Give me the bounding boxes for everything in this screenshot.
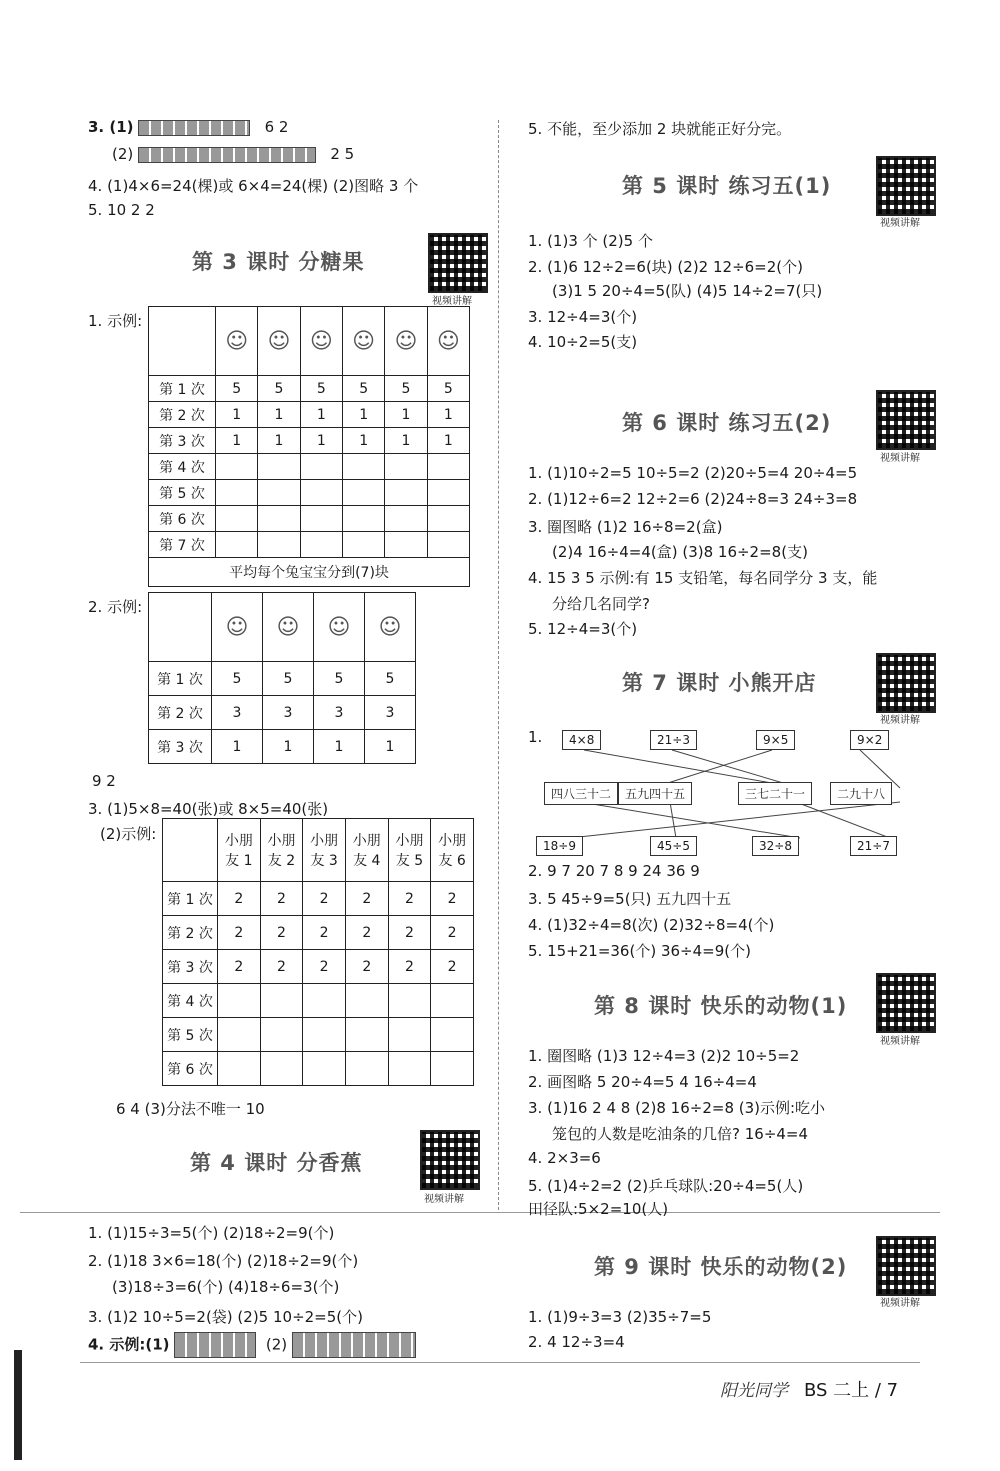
table-cell: 5 (216, 376, 258, 402)
table-cell (342, 532, 384, 558)
table-cell: 3 (212, 696, 263, 730)
qr-label: 视频讲解 (432, 296, 472, 307)
table-cell (216, 532, 258, 558)
table-cell (388, 984, 431, 1018)
table-row (149, 532, 470, 558)
column-divider (498, 120, 499, 1210)
qr-label: 视频讲解 (880, 218, 920, 229)
question-1-label: 1. 示例: (88, 312, 143, 330)
l9-answer-1: 1. (1)9÷3=3 (2)35÷7=5 (528, 1308, 712, 1326)
l9-answer-2: 2. 4 12÷3=4 (528, 1333, 625, 1351)
table-cell (345, 1052, 388, 1086)
qr-label: 视频讲解 (424, 1194, 464, 1205)
friend-table (162, 818, 474, 1086)
table-row (163, 1018, 474, 1052)
lesson-9-title: 第 9 课时 快乐的动物(2) (594, 1255, 848, 1279)
l8-answer-5: 5. (1)4÷2=2 (2)乒乓球队:20÷4=5(人) (528, 1177, 804, 1195)
l7-answer-5: 5. 15+21=36(个) 36÷4=9(个) (528, 942, 751, 960)
coin-strip-image (138, 120, 250, 136)
table-header-row (149, 307, 470, 376)
l6-answer-3b: (2)4 16÷4=4(盒) (3)8 16÷2=8(支) (552, 543, 808, 561)
table-cell (218, 1018, 261, 1052)
table-cell (303, 984, 346, 1018)
l5-answer-4: 4. 10÷2=5(支) (528, 333, 638, 351)
table-cell: 2 (345, 950, 388, 984)
table-cell (342, 480, 384, 506)
header-cell: 小朋 友 2 (260, 819, 303, 882)
header-cell: 小朋 友 6 (431, 819, 474, 882)
lesson-8-title: 第 8 课时 快乐的动物(1) (594, 994, 848, 1018)
table-cell (300, 506, 342, 532)
table-row (149, 730, 416, 764)
table-header-row (163, 819, 474, 882)
row-label: 第 6 次 (149, 506, 216, 532)
row-label: 第 2 次 (149, 696, 212, 730)
l8-answer-3: 3. (1)16 2 4 8 (2)8 16÷2=8 (3)示例:吃小 (528, 1099, 826, 1117)
table-cell: 2 (431, 882, 474, 916)
lesson-4-title: 第 4 课时 分香蕉 (190, 1151, 363, 1175)
table-row (149, 454, 470, 480)
edge-mark (14, 1350, 22, 1460)
qr-code-icon[interactable] (876, 1236, 936, 1296)
table-cell (431, 984, 474, 1018)
table-cell: 2 (388, 916, 431, 950)
table-cell: 1 (212, 730, 263, 764)
row-label: 第 1 次 (163, 882, 218, 916)
header-cell: ☺ (216, 307, 258, 376)
question-3-answer: 6 4 (3)分法不唯一 10 (116, 1100, 265, 1118)
page-number: BS 二上 / 7 (804, 1380, 899, 1401)
lesson-3-title: 第 3 课时 分糖果 (192, 250, 365, 274)
l8-answer-4: 4. 2×3=6 (528, 1149, 601, 1167)
table-cell: 5 (212, 662, 263, 696)
match-box: 45÷5 (650, 836, 697, 856)
table-cell: 2 (431, 950, 474, 984)
answer-4: 4. (1)4×6=24(棵)或 6×4=24(棵) (2)图略 3 个 (88, 177, 419, 195)
table-cell: 5 (263, 662, 314, 696)
match-box: 4×8 (562, 730, 601, 750)
match-box: 18÷9 (536, 836, 583, 856)
table-cell (216, 480, 258, 506)
match-box: 9×5 (756, 730, 795, 750)
lesson4-answer-2b: (3)18÷3=6(个) (4)18÷6=3(个) (112, 1278, 340, 1296)
table-cell: 2 (388, 950, 431, 984)
match-box: 三七二十一 (738, 782, 812, 805)
banana-grid-image (292, 1332, 416, 1358)
table-cell (345, 984, 388, 1018)
table-cell: 3 (263, 696, 314, 730)
match-box: 21÷7 (850, 836, 897, 856)
qr-code-icon[interactable] (876, 653, 936, 713)
l7-answer-4: 4. (1)32÷4=8(次) (2)32÷8=4(个) (528, 916, 775, 934)
table-cell: 2 (303, 950, 346, 984)
table-cell (388, 1052, 431, 1086)
table-cell: 5 (385, 376, 427, 402)
qr-code-icon[interactable] (876, 390, 936, 450)
table-cell (303, 1018, 346, 1052)
table-cell (427, 506, 469, 532)
table-cell: 3 (365, 696, 416, 730)
table-cell (427, 454, 469, 480)
table-cell: 3 (314, 696, 365, 730)
table-cell: 2 (260, 950, 303, 984)
table-cell (300, 454, 342, 480)
match-box: 五九四十五 (618, 782, 692, 805)
table-cell (427, 480, 469, 506)
row-label: 第 2 次 (163, 916, 218, 950)
l6-answer-5: 5. 12÷4=3(个) (528, 620, 638, 638)
row-label: 第 5 次 (149, 480, 216, 506)
table-row (149, 428, 470, 454)
match-box: 二九十八 (830, 782, 892, 805)
table-cell: 5 (365, 662, 416, 696)
table-cell: 2 (260, 882, 303, 916)
header-cell: 小朋 友 3 (303, 819, 346, 882)
row-label: 第 1 次 (149, 662, 212, 696)
table-cell (258, 506, 300, 532)
table-cell: 1 (385, 402, 427, 428)
header-cell: ☺ (300, 307, 342, 376)
table-cell (385, 480, 427, 506)
table-cell (342, 454, 384, 480)
header-cell: ☺ (212, 593, 263, 662)
table-cell (216, 454, 258, 480)
table-cell: 1 (314, 730, 365, 764)
candy-table (148, 306, 470, 587)
table-cell: 2 (218, 882, 261, 916)
table-row (149, 376, 470, 402)
table-cell: 5 (258, 376, 300, 402)
share-table (148, 592, 416, 764)
table-cell (427, 532, 469, 558)
table-cell: 1 (258, 402, 300, 428)
l8-answer-3b: 笼包的人数是吃油条的几倍? 16÷4=4 (552, 1125, 809, 1143)
table-cell: 2 (260, 916, 303, 950)
question-2-label: 2. 示例: (88, 598, 143, 616)
l5-answer-2: 2. (1)6 12÷2=6(块) (2)2 12÷6=2(个) (528, 258, 803, 276)
l5-answer-2b: (3)1 5 20÷4=5(队) (4)5 14÷2=7(只) (552, 282, 823, 300)
table-cell: 1 (263, 730, 314, 764)
table-header-row (149, 593, 416, 662)
question-2-answer: 9 2 (92, 772, 116, 790)
table-cell (385, 454, 427, 480)
match-box: 21÷3 (650, 730, 697, 750)
table-cell (218, 984, 261, 1018)
table-cell: 1 (216, 402, 258, 428)
table-row (149, 506, 470, 532)
match-box: 四八三十二 (544, 782, 618, 805)
candy-strip-image (138, 147, 316, 163)
row-label: 第 3 次 (149, 730, 212, 764)
table-cell: 1 (300, 402, 342, 428)
table-cell: 5 (427, 376, 469, 402)
table-cell: 2 (303, 916, 346, 950)
l5-answer-1: 1. (1)3 个 (2)5 个 (528, 232, 653, 250)
row-label: 第 6 次 (163, 1052, 218, 1086)
lesson4-answer-1: 1. (1)15÷3=5(个) (2)18÷2=9(个) (88, 1224, 335, 1242)
l6-answer-1: 1. (1)10÷2=5 10÷5=2 (2)20÷5=4 20÷4=5 (528, 464, 858, 482)
table-cell: 1 (258, 428, 300, 454)
table-row (163, 882, 474, 916)
row-label: 第 2 次 (149, 402, 216, 428)
table-cell (385, 506, 427, 532)
header-cell: ☺ (427, 307, 469, 376)
l7-answer-2: 2. 9 7 20 7 8 9 24 36 9 (528, 862, 700, 880)
question-3-2-label: (2)示例: (100, 825, 157, 843)
brand-logo: 阳光同学 (720, 1381, 788, 1401)
table-cell (388, 1018, 431, 1052)
header-cell: 小朋 友 4 (345, 819, 388, 882)
table-cell: 1 (300, 428, 342, 454)
separator-line (20, 1212, 940, 1213)
header-cell: ☺ (258, 307, 300, 376)
table-cell (385, 532, 427, 558)
table-row (163, 984, 474, 1018)
table-cell (258, 454, 300, 480)
lesson-6-title: 第 6 课时 练习五(2) (622, 411, 832, 435)
qr-code-icon[interactable] (876, 156, 936, 216)
answer-5: 5. 10 2 2 (88, 201, 155, 219)
header-cell: ☺ (365, 593, 416, 662)
question-3-1: 3. (1)5×8=40(张)或 8×5=40(张) (88, 800, 329, 818)
table-cell: 1 (342, 428, 384, 454)
row-label: 第 3 次 (149, 428, 216, 454)
qr-code-icon[interactable] (420, 1130, 480, 1190)
header-cell: 小朋 友 5 (388, 819, 431, 882)
table-row (149, 480, 470, 506)
table-row (149, 662, 416, 696)
l6-answer-4b: 分给几名同学? (552, 595, 650, 613)
qr-code-icon[interactable] (428, 233, 488, 293)
table-footer: 平均每个兔宝宝分到(7)块 (149, 558, 470, 587)
qr-code-icon[interactable] (876, 973, 936, 1033)
l7-answer-3: 3. 5 45÷9=5(只) 五九四十五 (528, 890, 732, 908)
banana-image (174, 1332, 256, 1358)
l7-answer-1-label: 1. (528, 728, 543, 746)
table-cell (431, 1018, 474, 1052)
row-label: 第 5 次 (163, 1018, 218, 1052)
qr-label: 视频讲解 (880, 715, 920, 726)
l6-answer-2: 2. (1)12÷6=2 12÷2=6 (2)24÷8=3 24÷3=8 (528, 490, 858, 508)
header-cell: ☺ (314, 593, 365, 662)
table-cell: 2 (218, 916, 261, 950)
match-box: 32÷8 (752, 836, 799, 856)
table-cell: 1 (342, 402, 384, 428)
table-cell: 1 (427, 428, 469, 454)
table-cell (300, 532, 342, 558)
table-cell: 5 (314, 662, 365, 696)
table-cell: 2 (303, 882, 346, 916)
answer-5: 5. 不能，至少添加 2 块就能正好分完。 (528, 120, 792, 138)
match-box: 9×2 (850, 730, 889, 750)
answer-3-1: 3. (1) 6 2 (88, 118, 289, 136)
table-cell: 1 (216, 428, 258, 454)
table-cell (216, 506, 258, 532)
l5-answer-3: 3. 12÷4=3(个) (528, 308, 638, 326)
l6-answer-4: 4. 15 3 5 示例:有 15 支铅笔，每名同学分 3 支，能 (528, 569, 878, 587)
table-cell (303, 1052, 346, 1086)
row-label: 第 4 次 (163, 984, 218, 1018)
table-row (163, 1052, 474, 1086)
table-cell (431, 1052, 474, 1086)
lesson4-answer-2: 2. (1)18 3×6=18(个) (2)18÷2=9(个) (88, 1252, 359, 1270)
table-cell (258, 480, 300, 506)
row-label: 第 1 次 (149, 376, 216, 402)
bottom-line (80, 1362, 920, 1363)
table-cell: 2 (345, 882, 388, 916)
table-cell: 5 (300, 376, 342, 402)
table-cell: 1 (365, 730, 416, 764)
table-row (163, 916, 474, 950)
row-label: 第 4 次 (149, 454, 216, 480)
row-label: 第 3 次 (163, 950, 218, 984)
table-cell (258, 532, 300, 558)
lesson-5-title: 第 5 课时 练习五(1) (622, 174, 832, 198)
table-cell: 1 (385, 428, 427, 454)
l6-answer-3: 3. 圈图略 (1)2 16÷8=2(盒) (528, 518, 723, 536)
header-cell: ☺ (342, 307, 384, 376)
table-cell (218, 1052, 261, 1086)
answer-3-2: (2) 2 5 (112, 145, 355, 163)
table-cell: 2 (218, 950, 261, 984)
table-cell: 2 (345, 916, 388, 950)
l8-answer-1: 1. 圈图略 (1)3 12÷4=3 (2)2 10÷5=2 (528, 1047, 800, 1065)
header-cell: ☺ (385, 307, 427, 376)
table-cell: 2 (431, 916, 474, 950)
l8-answer-2: 2. 画图略 5 20÷4=5 4 16÷4=4 (528, 1073, 757, 1091)
table-cell (260, 984, 303, 1018)
header-cell: 小朋 友 1 (218, 819, 261, 882)
header-cell: ☺ (263, 593, 314, 662)
table-cell (345, 1018, 388, 1052)
row-label: 第 7 次 (149, 532, 216, 558)
qr-label: 视频讲解 (880, 1036, 920, 1047)
lesson4-answer-4: 4. 示例:(1) (2) (88, 1332, 416, 1358)
table-cell: 2 (388, 882, 431, 916)
lesson4-answer-3: 3. (1)2 10÷5=2(袋) (2)5 10÷2=5(个) (88, 1308, 363, 1326)
qr-label: 视频讲解 (880, 453, 920, 464)
table-row (163, 950, 474, 984)
table-cell (260, 1052, 303, 1086)
table-row (149, 402, 470, 428)
table-cell: 1 (427, 402, 469, 428)
lesson-7-title: 第 7 课时 小熊开店 (622, 671, 817, 695)
qr-label: 视频讲解 (880, 1298, 920, 1309)
table-row (149, 696, 416, 730)
table-cell (342, 506, 384, 532)
l8-answer-5b: 田径队:5×2=10(人) (528, 1200, 669, 1218)
table-cell (260, 1018, 303, 1052)
table-cell: 5 (342, 376, 384, 402)
table-cell (300, 480, 342, 506)
